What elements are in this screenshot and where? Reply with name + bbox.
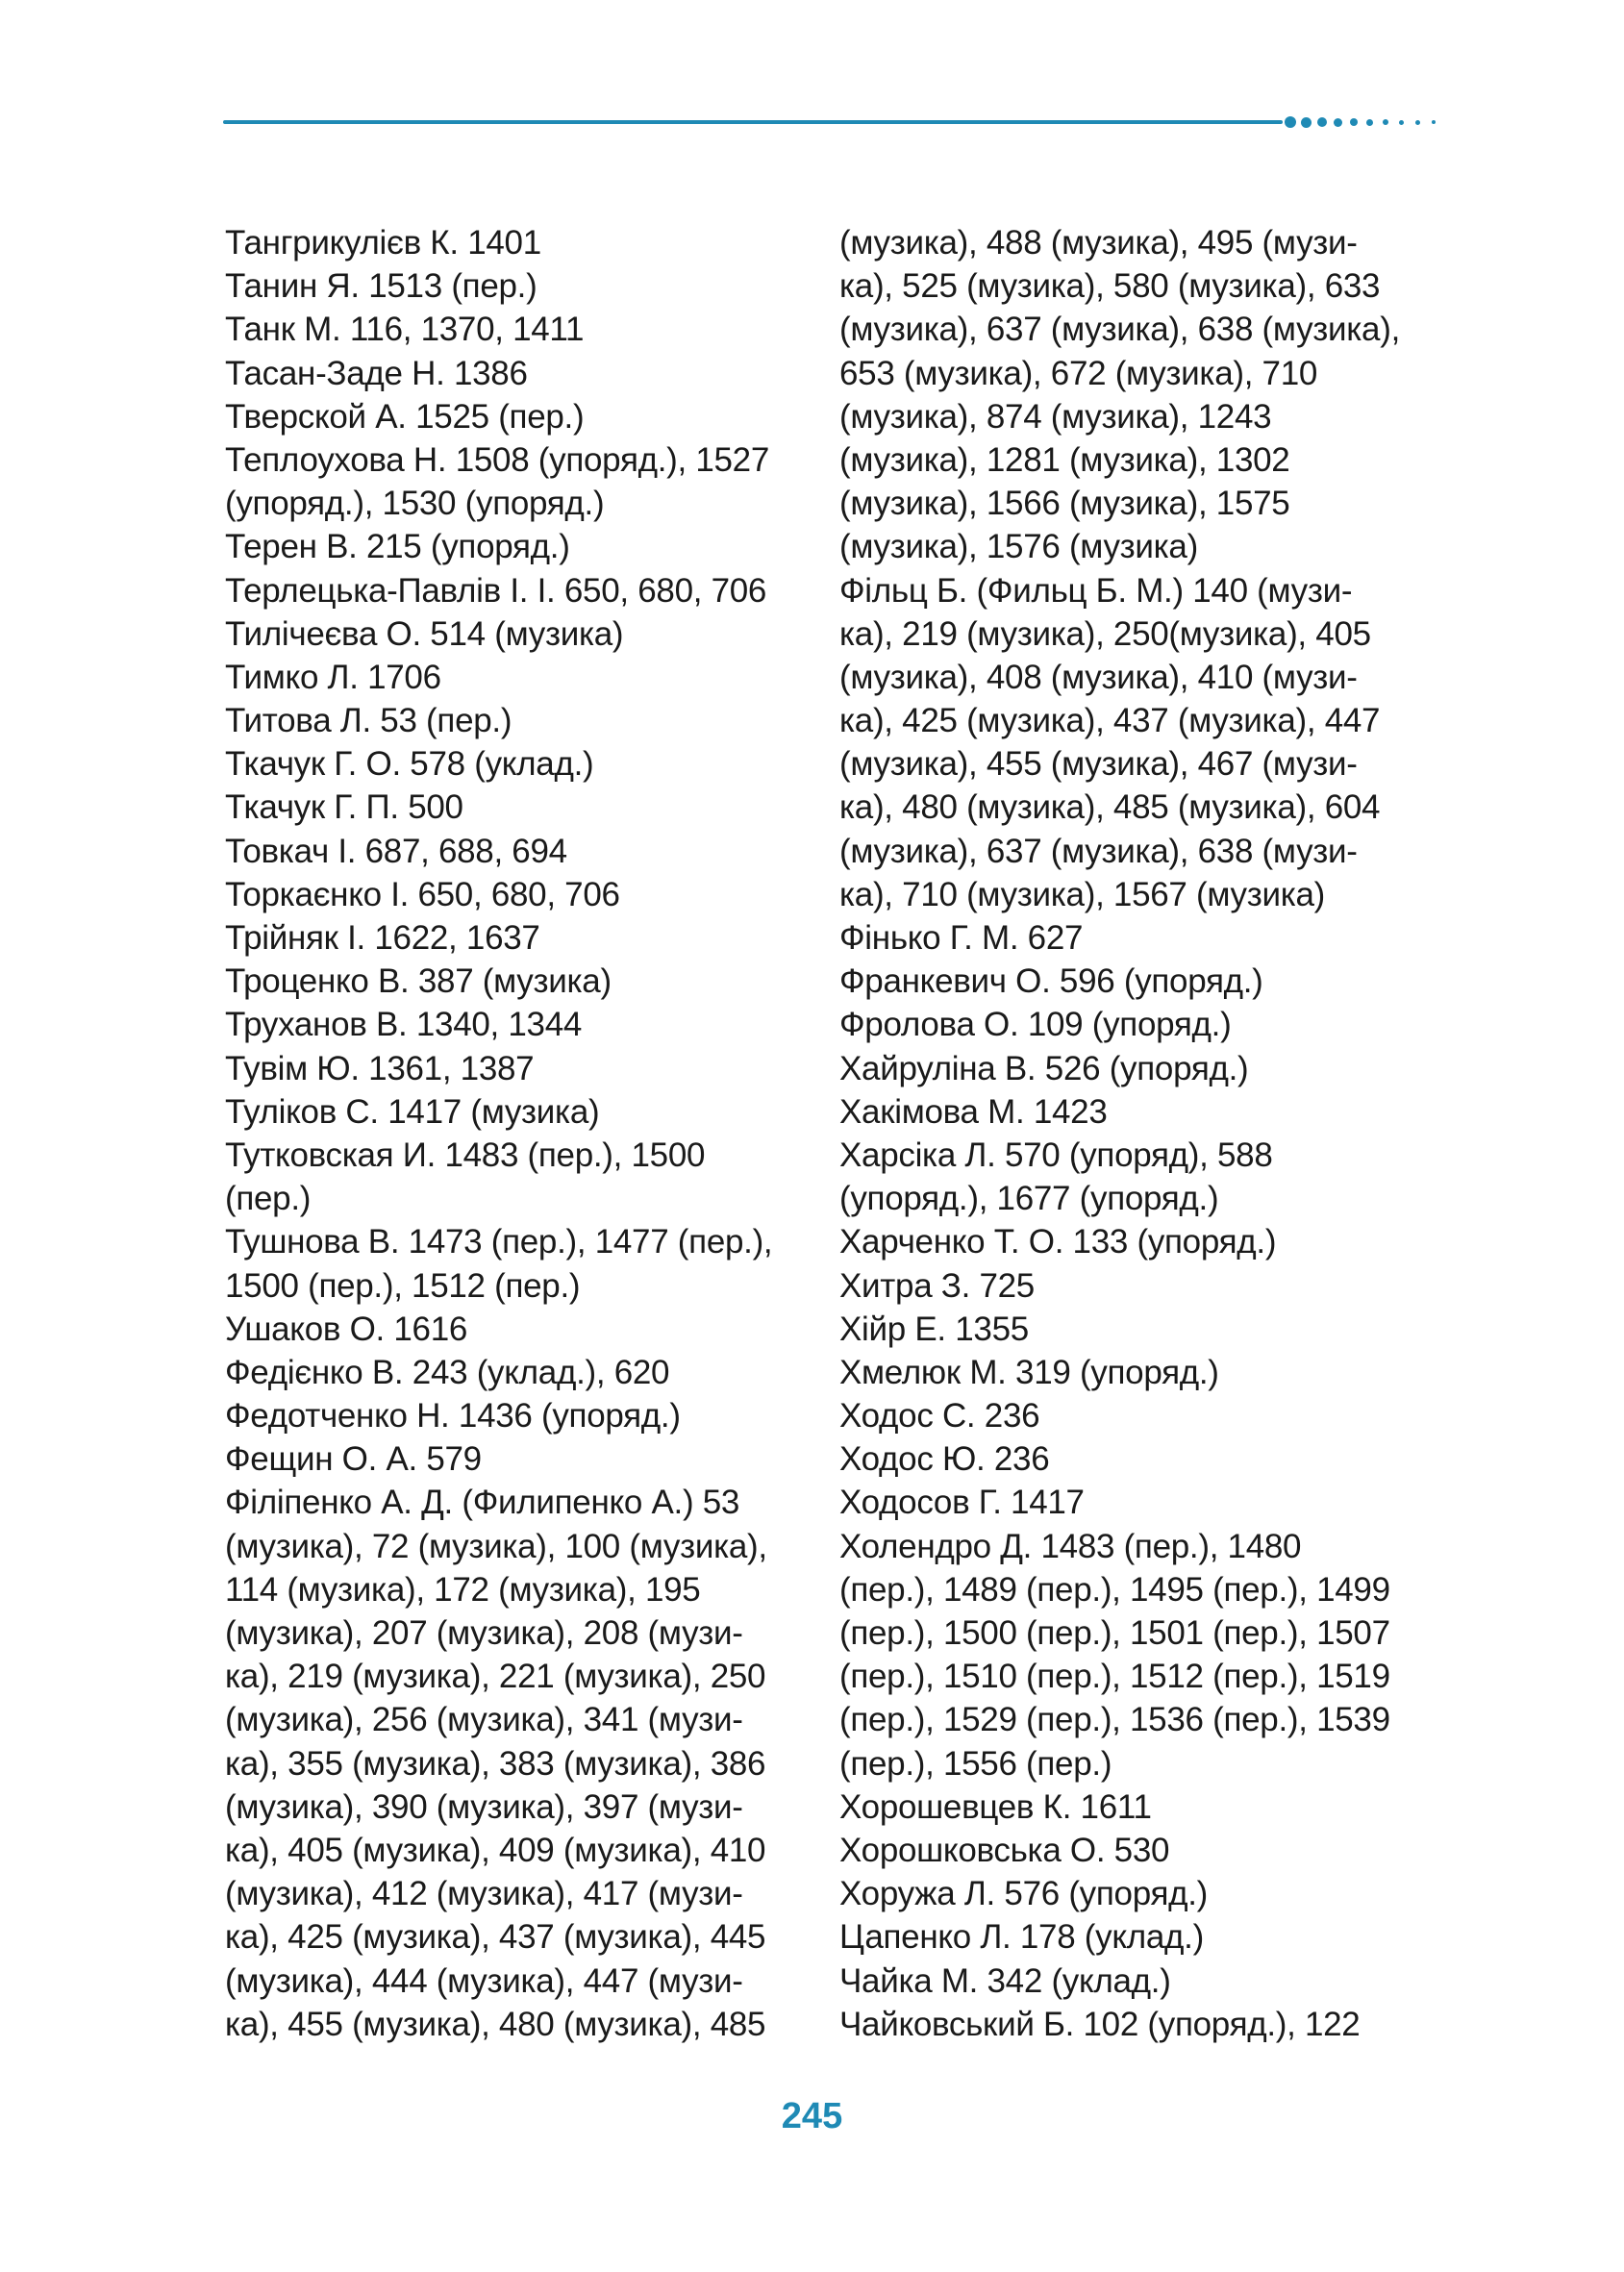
index-entry-line: Ходос Ю. 236	[839, 1440, 1050, 1479]
index-entry-line: (пер.), 1529 (пер.), 1536 (пер.), 1539	[839, 1701, 1390, 1739]
index-entry-line: ка), 425 (музика), 437 (музика), 445	[225, 1918, 766, 1957]
index-entry-line: Тилічеєва О. 514 (музика)	[225, 614, 624, 653]
index-entry-line: (музика), 390 (музика), 397 (музи-	[225, 1787, 743, 1826]
index-entry-line: (музика), 637 (музика), 638 (музика),	[839, 311, 1400, 349]
dot-decoration	[1366, 119, 1373, 126]
index-entry-line: Тимко Л. 1706	[225, 658, 441, 696]
dot-decoration	[1399, 120, 1404, 125]
index-entry-line: ка), 219 (музика), 221 (музика), 250	[225, 1658, 766, 1696]
index-entry-line: Федієнко В. 243 (уклад.), 620	[225, 1353, 670, 1391]
index-entry-line: (музика), 1566 (музика), 1575	[839, 485, 1290, 523]
index-entry-line: Терен В. 215 (упоряд.)	[225, 528, 570, 566]
dot-decoration	[1383, 119, 1388, 125]
index-entry-line: (музика), 256 (музика), 341 (музи-	[225, 1701, 743, 1739]
dot-decoration	[1350, 118, 1358, 126]
index-entry-line: ка), 480 (музика), 485 (музика), 604	[839, 788, 1381, 827]
index-entry-line: Фільц Б. (Фильц Б. М.) 140 (музи-	[839, 571, 1353, 610]
index-entry-line: Терлецька-Павлів І. І. 650, 680, 706	[225, 571, 767, 610]
index-entry-line: Ткачук Г. П. 500	[225, 788, 463, 827]
index-entry-line: (музика), 207 (музика), 208 (музи-	[225, 1614, 743, 1652]
index-entry-line: Цапенко Л. 178 (уклад.)	[839, 1918, 1204, 1957]
index-entry-line: (музика), 1576 (музика)	[839, 528, 1198, 566]
index-entry-line: Товкач І. 687, 688, 694	[225, 832, 567, 870]
index-entry-line: Фролова О. 109 (упоряд.)	[839, 1006, 1232, 1044]
index-entry-line: 653 (музика), 672 (музика), 710	[839, 354, 1318, 392]
index-entry-line: ка), 219 (музика), 250(музика), 405	[839, 614, 1371, 653]
index-entry-line: (музика), 1281 (музика), 1302	[839, 440, 1290, 479]
dot-decoration	[1415, 120, 1420, 125]
index-entry-line: Федотченко Н. 1436 (упоряд.)	[225, 1397, 681, 1436]
index-entry-line: Хитра З. 725	[839, 1266, 1035, 1305]
index-entry-line: Тасан-Заде Н. 1386	[225, 354, 528, 392]
index-entry-line: Хоружа Л. 576 (упоряд.)	[839, 1875, 1209, 1913]
index-entry-line: Чайковський Б. 102 (упоряд.), 122	[839, 2005, 1361, 2043]
index-entry-line: Троценко В. 387 (музика)	[225, 962, 612, 1001]
index-entry-line: (музика), 874 (музика), 1243	[839, 397, 1272, 436]
index-entry-line: Тушнова В. 1473 (пер.), 1477 (пер.),	[225, 1223, 773, 1261]
index-entry-line: ка), 525 (музика), 580 (музика), 633	[839, 267, 1381, 306]
index-entry-line: Чайка М. 342 (уклад.)	[839, 1961, 1171, 2000]
index-entry-line: ка), 405 (музика), 409 (музика), 410	[225, 1831, 766, 1869]
dot-decoration	[1317, 117, 1327, 127]
index-entry-line: Теплоухова Н. 1508 (упоряд.), 1527	[225, 440, 770, 479]
index-entry-line: Танк М. 116, 1370, 1411	[225, 311, 585, 349]
index-entry-line: (пер.), 1489 (пер.), 1495 (пер.), 1499	[839, 1570, 1390, 1609]
index-entry-line: Харченко Т. О. 133 (упоряд.)	[839, 1223, 1277, 1261]
index-entry-line: Ушаков О. 1616	[225, 1310, 468, 1348]
index-entry-line: (пер.), 1500 (пер.), 1501 (пер.), 1507	[839, 1614, 1390, 1652]
index-entry-line: Ткачук Г. О. 578 (уклад.)	[225, 745, 594, 784]
index-entry-line: Тувім Ю. 1361, 1387	[225, 1049, 535, 1087]
index-entry-line: ка), 710 (музика), 1567 (музика)	[839, 875, 1326, 913]
index-entry-line: Фещин О. А. 579	[225, 1440, 482, 1479]
index-entry-line: ка), 425 (музика), 437 (музика), 447	[839, 702, 1381, 740]
index-entry-line: (музика), 488 (музика), 495 (музи-	[839, 224, 1358, 262]
index-entry-line: Хійр Е. 1355	[839, 1310, 1029, 1348]
index-entry-line: (упоряд.), 1530 (упоряд.)	[225, 485, 605, 523]
page-number: 245	[781, 2096, 843, 2136]
index-entry-line: Торкаєнко І. 650, 680, 706	[225, 875, 620, 913]
index-entry-line: (пер.)	[225, 1180, 312, 1218]
index-entry-line: (пер.), 1510 (пер.), 1512 (пер.), 1519	[839, 1658, 1390, 1696]
index-entry-line: (музика), 637 (музика), 638 (музи-	[839, 832, 1358, 870]
dot-decoration	[1285, 116, 1296, 128]
index-entry-line: Холендро Д. 1483 (пер.), 1480	[839, 1527, 1302, 1565]
index-entry-line: (музика), 408 (музика), 410 (музи-	[839, 658, 1358, 696]
index-entry-line: Туліков С. 1417 (музика)	[225, 1092, 600, 1131]
index-entry-line: Хайруліна В. 526 (упоряд.)	[839, 1049, 1249, 1087]
index-entry-line: (пер.), 1556 (пер.)	[839, 1744, 1112, 1783]
index-entry-line: 1500 (пер.), 1512 (пер.)	[225, 1266, 581, 1305]
index-entry-line: Фінько Г. М. 627	[839, 919, 1084, 957]
index-entry-line: Танин Я. 1513 (пер.)	[225, 267, 537, 306]
index-entry-line: Хакімова М. 1423	[839, 1092, 1108, 1131]
index-entry-line: (упоряд.), 1677 (упоряд.)	[839, 1180, 1219, 1218]
index-column-left	[225, 221, 840, 2046]
index-entry-line: Філіпенко А. Д. (Филипенко А.) 53	[225, 1484, 740, 1522]
index-entry-line: Титова Л. 53 (пер.)	[225, 702, 512, 740]
dot-decoration	[1432, 120, 1436, 124]
index-entry-line: Хмелюк М. 319 (упоряд.)	[839, 1353, 1219, 1391]
index-entry-line: Харсіка Л. 570 (упоряд), 588	[839, 1136, 1273, 1174]
index-column-right	[839, 221, 1455, 2046]
index-entry-line: (музика), 412 (музика), 417 (музи-	[225, 1875, 743, 1913]
index-entry-line: Ходос С. 236	[839, 1397, 1040, 1436]
index-entry-line: Франкевич О. 596 (упоряд.)	[839, 962, 1263, 1001]
index-entry-line: 114 (музика), 172 (музика), 195	[225, 1570, 701, 1609]
index-entry-line: Тангрикулієв К. 1401	[225, 224, 541, 262]
index-entry-line: Хорошевцев К. 1611	[839, 1787, 1152, 1826]
index-entry-line: (музика), 455 (музика), 467 (музи-	[839, 745, 1358, 784]
index-entry-line: (музика), 444 (музика), 447 (музи-	[225, 1961, 743, 2000]
index-entry-line: Тутковская И. 1483 (пер.), 1500	[225, 1136, 706, 1174]
index-entry-line: Тверской А. 1525 (пер.)	[225, 397, 585, 436]
index-entry-line: Хорошковська О. 530	[839, 1831, 1170, 1869]
header-rule-line	[223, 120, 1283, 124]
index-entry-line: Ходосов Г. 1417	[839, 1484, 1085, 1522]
dot-decoration	[1334, 118, 1342, 127]
index-entry-line: Трійняк І. 1622, 1637	[225, 919, 540, 957]
dot-decoration	[1301, 117, 1312, 128]
index-entry-line: ка), 355 (музика), 383 (музика), 386	[225, 1744, 766, 1783]
index-entry-line: ка), 455 (музика), 480 (музика), 485	[225, 2005, 766, 2043]
index-entry-line: Труханов В. 1340, 1344	[225, 1006, 583, 1044]
index-entry-line: (музика), 72 (музика), 100 (музика),	[225, 1527, 767, 1565]
